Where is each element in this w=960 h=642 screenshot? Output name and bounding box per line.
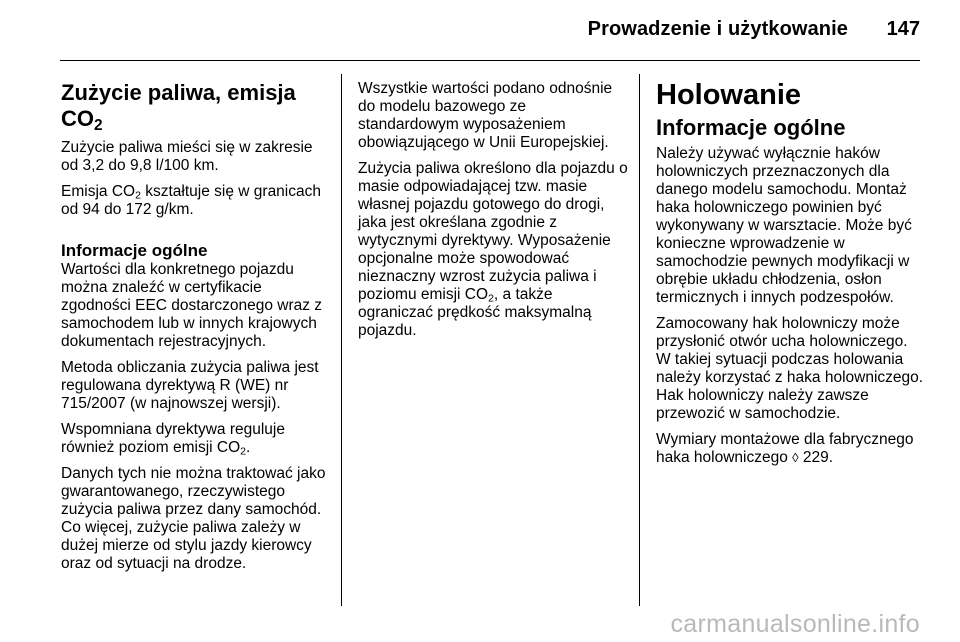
paragraph-directive: Metoda obliczania zużycia paliwa jest regulowana dyrektywą R (WE) nr 715/2007 (w najnowszej wersji). — [61, 359, 319, 412]
paragraph-tow-hooks: Należy używać wyłącznie haków holowniczych przeznaczonych dla danego modelu samochodu. Montaż haka holowniczego powinien być wykonywany w warsztacie. Może być konieczne wprowadzenie w samochodzie pewnych modyfikacji w obrębie układu chłodzenia, osłon termicznych i innych podzespołów. — [656, 145, 912, 306]
watermark: carmanualsonline.info — [670, 610, 920, 638]
page-reference-link[interactable]: 229. — [798, 449, 834, 466]
page-header — [0, 0, 960, 60]
paragraph-certificate: Wartości dla konkretnego pojazdu można znaleźć w certyfikacie zgodności EEC dostarczonego wraz z samochodem lub w innych krajowych dokumentach rejestracyjnych. — [61, 261, 323, 350]
paragraph-not-guaranteed: Danych tych nie można traktować jako gwarantowanego, rzeczywistego zużycia paliwa przez dany samochód. Co więcej, zużycie paliwa zależy w dużej mierze od stylu jazdy kierowcy oraz od sytuacji na drodze. — [61, 465, 326, 572]
subheading-general-info: Informacje ogólne — [61, 241, 208, 260]
paragraph-fuel-range: Zużycie paliwa mieści się w zakresie od 3,2 do 9,8 l/100 km. — [61, 139, 313, 174]
column-divider-1 — [341, 74, 342, 606]
column-middle — [358, 80, 628, 348]
subheading-general-info-towing: Informacje ogólne — [656, 115, 846, 140]
column-left — [61, 80, 329, 581]
paragraph-mounting-dimensions: Wymiary montażowe dla fabrycznego haka holowniczego ◊ 229. — [656, 431, 914, 466]
header-divider — [60, 60, 920, 61]
paragraph-emission-range: Emisja $CO_2$ kształtuje się w granicach od 94 do 172 g/km. — [61, 183, 321, 218]
paragraph-emission-directive: Wspomniana dyrektywa reguluje również poziom emisji $CO_2$. — [61, 421, 285, 458]
column-divider-2 — [639, 74, 640, 606]
section-title: Prowadzenie i użytkowanie — [587, 18, 848, 40]
paragraph-tow-eye: Zamocowany hak holowniczy może przysłonić otwór ucha holowniczego. W takiej sytuacji podczas holowania należy korzystać z haka holowniczego. Hak holowniczy należy zawsze przewozić w samochodzie. — [656, 315, 924, 422]
column-right — [656, 80, 926, 475]
page-number: 147 — [886, 18, 920, 40]
section-heading-towing: Holowanie — [656, 79, 802, 111]
paragraph-vehicle-mass: Zużycia paliwa określono dla pojazdu o masie odpowiadającej tzw. masie własnej pojazdu gotowego do drogi, jaka jest określana zgodnie z wytycznymi dyrektywy. Wyposażenie opcjonalne może spowodować nieznaczny wzrost zużycia paliwa i poziomu emisji $CO_2$, a także ograniczać prędkość maksymalną pojazdu. — [358, 160, 628, 339]
page-reference-icon: ◊ — [792, 450, 799, 465]
paragraph-base-model: Wszystkie wartości podano odnośnie do modelu bazowego ze standardowym wyposażeniem obowiązującego w Unii Europejskiej. — [358, 80, 613, 151]
section-heading-fuel: Zużycie paliwa, emisja $CO_2$ — [61, 80, 296, 134]
